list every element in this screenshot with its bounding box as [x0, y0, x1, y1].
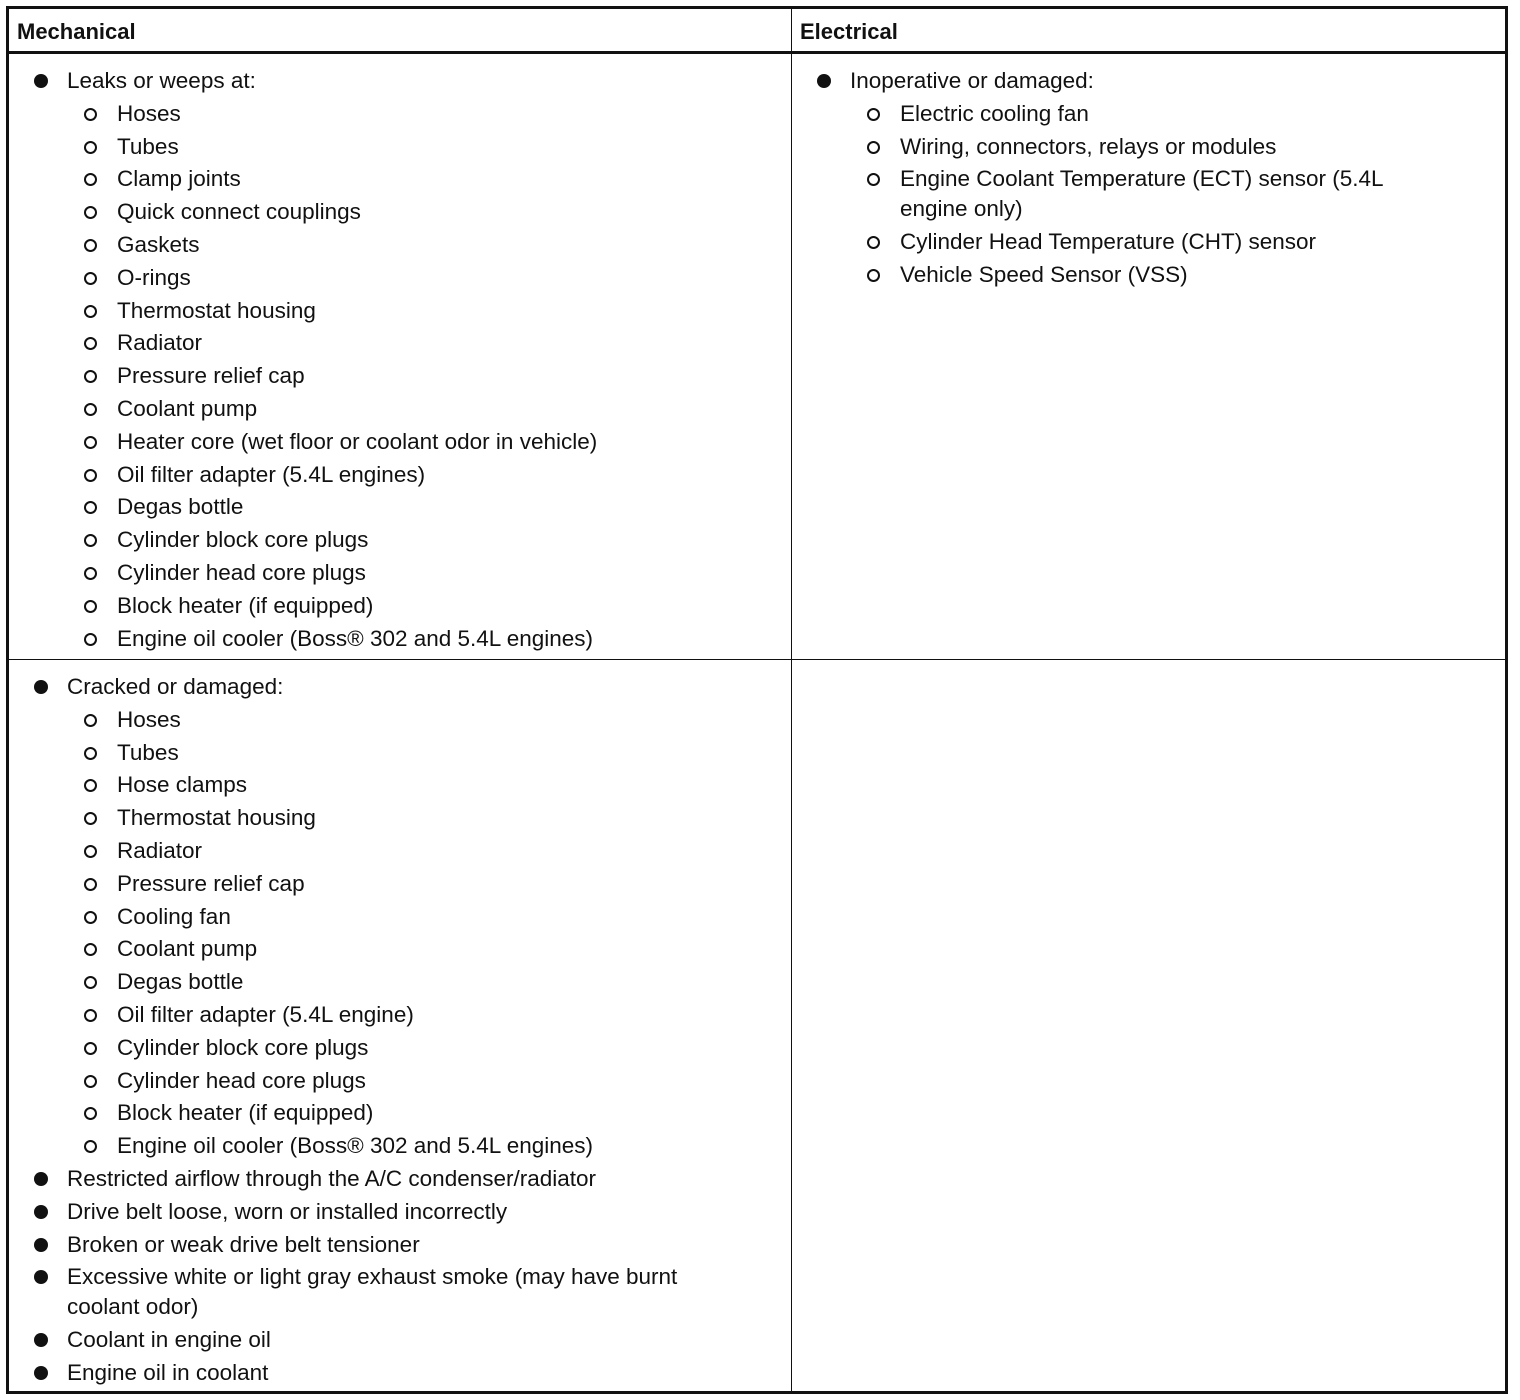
sub-list-item-label: Engine oil cooler (Boss® 302 and 5.4L engines) — [117, 625, 594, 651]
list-item — [9, 671, 751, 1163]
bullet-icon — [817, 74, 831, 88]
circle-bullet-icon — [84, 714, 97, 727]
sub-list-item-label: Cylinder block core plugs — [117, 1034, 369, 1060]
circle-bullet-icon — [867, 108, 880, 121]
circle-bullet-icon — [84, 1140, 97, 1153]
list-item-label: Cracked or damaged: — [67, 674, 284, 699]
bullet-icon — [34, 1238, 48, 1252]
list-item — [9, 1324, 751, 1357]
list-item — [9, 1229, 751, 1262]
bullet-icon — [34, 1172, 48, 1186]
circle-bullet-icon — [84, 206, 97, 219]
sub-list-item — [67, 262, 751, 295]
list-item-label: Coolant in engine oil — [67, 1327, 271, 1353]
circle-bullet-icon — [84, 337, 97, 350]
sub-list-item-label: Gaskets — [117, 231, 200, 257]
sub-list-item — [67, 98, 751, 131]
list-item-label: Leaks or weeps at: — [67, 68, 256, 93]
sub-list-item — [850, 226, 1445, 259]
circle-bullet-icon — [84, 567, 97, 580]
sub-list-item-label: O-rings — [117, 264, 191, 290]
sub-list-item-label: Cylinder block core plugs — [117, 527, 369, 553]
circle-bullet-icon — [84, 1042, 97, 1055]
sub-list — [67, 98, 751, 656]
circle-bullet-icon — [84, 305, 97, 318]
sub-list-item-label: Hoses — [117, 100, 181, 126]
sub-list-item — [67, 901, 751, 934]
circle-bullet-icon — [84, 845, 97, 858]
sub-list-item-label: Block heater (if equipped) — [117, 592, 374, 618]
sub-list-item — [67, 163, 751, 196]
circle-bullet-icon — [84, 633, 97, 646]
sub-list-item-label: Cylinder head core plugs — [117, 1067, 366, 1093]
list-item-label: Inoperative or damaged: — [850, 68, 1094, 93]
mechanical-leaks-cell — [9, 54, 792, 660]
sub-list-item-label: Pressure relief cap — [117, 870, 305, 896]
bullet-icon — [34, 1333, 48, 1347]
sub-list — [850, 98, 1445, 292]
bullet-icon — [34, 74, 48, 88]
circle-bullet-icon — [84, 370, 97, 383]
sub-list-item — [67, 1065, 751, 1098]
electrical-inoperative-cell — [792, 54, 1505, 660]
sub-list-item — [67, 966, 751, 999]
sub-list-item — [67, 704, 751, 737]
sub-list-item-label: Quick connect couplings — [117, 199, 361, 225]
sub-list-item — [67, 459, 751, 492]
sub-list-item — [67, 623, 751, 656]
sub-list-item-label: Thermostat housing — [117, 805, 316, 831]
sub-list-item — [67, 1097, 751, 1130]
list-item — [9, 65, 751, 655]
circle-bullet-icon — [84, 600, 97, 613]
sub-list-item-label: Tubes — [117, 133, 179, 159]
sub-list-item — [67, 590, 751, 623]
sub-list-item-label: Engine oil cooler (Boss® 302 and 5.4L engines) — [117, 1133, 594, 1159]
circle-bullet-icon — [84, 534, 97, 547]
mechanical-cracked-cell — [9, 660, 792, 1391]
circle-bullet-icon — [84, 812, 97, 825]
sub-list — [67, 704, 751, 1163]
sub-list-item-label: Wiring, connectors, relays or modules — [900, 133, 1277, 159]
bullet-icon — [34, 680, 48, 694]
sub-list-item — [67, 769, 751, 802]
sub-list-item — [67, 393, 751, 426]
sub-list-item-label: Radiator — [117, 330, 203, 356]
diagnosis-table — [6, 6, 1508, 1394]
circle-bullet-icon — [84, 403, 97, 416]
sub-list-item-label: Degas bottle — [117, 969, 244, 995]
sub-list-item — [850, 259, 1445, 292]
list-item — [9, 1357, 751, 1390]
sub-list-item — [67, 327, 751, 360]
circle-bullet-icon — [84, 747, 97, 760]
sub-list-item — [67, 737, 751, 770]
sub-list-item — [67, 802, 751, 835]
sub-list-item-label: Hoses — [117, 706, 181, 732]
sub-list-item — [67, 524, 751, 557]
circle-bullet-icon — [84, 501, 97, 514]
sub-list-item — [67, 426, 751, 459]
sub-list-item-label: Vehicle Speed Sensor (VSS) — [900, 262, 1188, 288]
sub-list-item — [67, 557, 751, 590]
sub-list-item-label: Thermostat housing — [117, 297, 316, 323]
sub-list-item-label: Cooling fan — [117, 903, 231, 929]
sub-list-item — [67, 999, 751, 1032]
circle-bullet-icon — [84, 141, 97, 154]
circle-bullet-icon — [867, 236, 880, 249]
sub-list-item — [67, 295, 751, 328]
header-mechanical: Mechanical — [9, 9, 792, 54]
bullet-icon — [34, 1270, 48, 1284]
sub-list-item-label: Clamp joints — [117, 166, 241, 192]
sub-list-item — [67, 868, 751, 901]
list-item — [9, 1196, 751, 1229]
sub-list-item — [67, 835, 751, 868]
sub-list-item — [67, 229, 751, 262]
circle-bullet-icon — [867, 173, 880, 186]
bullet-icon — [34, 1366, 48, 1380]
sub-list-item — [850, 98, 1445, 131]
list-item-label: Engine oil in coolant — [67, 1360, 269, 1386]
circle-bullet-icon — [84, 173, 97, 186]
sub-list-item — [67, 933, 751, 966]
list-item-label: Excessive white or light gray exhaust smoke (may have burnt coolant odor) — [67, 1264, 678, 1320]
sub-list-item-label: Cylinder head core plugs — [117, 559, 366, 585]
sub-list-item-label: Coolant pump — [117, 936, 258, 962]
sub-list-item-label: Hose clamps — [117, 772, 248, 798]
sub-list-item-label: Tubes — [117, 739, 179, 765]
sub-list-item — [67, 360, 751, 393]
sub-list-item — [67, 491, 751, 524]
sub-list-item — [67, 196, 751, 229]
circle-bullet-icon — [84, 239, 97, 252]
circle-bullet-icon — [84, 779, 97, 792]
circle-bullet-icon — [867, 141, 880, 154]
sub-list-item — [850, 131, 1445, 164]
sub-list-item-label: Radiator — [117, 837, 203, 863]
circle-bullet-icon — [84, 1009, 97, 1022]
list-item-label: Drive belt loose, worn or installed incorrectly — [67, 1198, 508, 1224]
list-item — [9, 1261, 751, 1324]
sub-list-item-label: Pressure relief cap — [117, 363, 305, 389]
sub-list-item-label: Oil filter adapter (5.4L engine) — [117, 1001, 414, 1027]
circle-bullet-icon — [867, 269, 880, 282]
sub-list-item-label: Block heater (if equipped) — [117, 1100, 374, 1126]
sub-list-item — [67, 131, 751, 164]
sub-list-item — [67, 1130, 751, 1163]
list-item-label: Broken or weak drive belt tensioner — [67, 1231, 420, 1257]
electrical-empty-cell — [792, 660, 1505, 1391]
circle-bullet-icon — [84, 976, 97, 989]
sub-list-item — [850, 163, 1445, 226]
circle-bullet-icon — [84, 878, 97, 891]
circle-bullet-icon — [84, 108, 97, 121]
sub-list-item-label: Oil filter adapter (5.4L engines) — [117, 461, 426, 487]
sub-list-item-label: Degas bottle — [117, 494, 244, 520]
circle-bullet-icon — [84, 469, 97, 482]
circle-bullet-icon — [84, 943, 97, 956]
sub-list-item-label: Coolant pump — [117, 395, 258, 421]
header-electrical: Electrical — [792, 9, 1505, 54]
sub-list-item — [67, 1032, 751, 1065]
circle-bullet-icon — [84, 1075, 97, 1088]
bullet-icon — [34, 1205, 48, 1219]
list-item — [792, 65, 1445, 292]
sub-list-item-label: Engine Coolant Temperature (ECT) sensor (5.4L engine only) — [900, 166, 1383, 222]
list-item-label: Restricted airflow through the A/C condenser/radiator — [67, 1165, 597, 1191]
circle-bullet-icon — [84, 436, 97, 449]
list-item — [9, 1163, 751, 1196]
sub-list-item-label: Heater core (wet floor or coolant odor in vehicle) — [117, 428, 598, 454]
circle-bullet-icon — [84, 911, 97, 924]
circle-bullet-icon — [84, 272, 97, 285]
sub-list-item-label: Cylinder Head Temperature (CHT) sensor — [900, 229, 1316, 255]
sub-list-item-label: Electric cooling fan — [900, 100, 1089, 126]
circle-bullet-icon — [84, 1107, 97, 1120]
